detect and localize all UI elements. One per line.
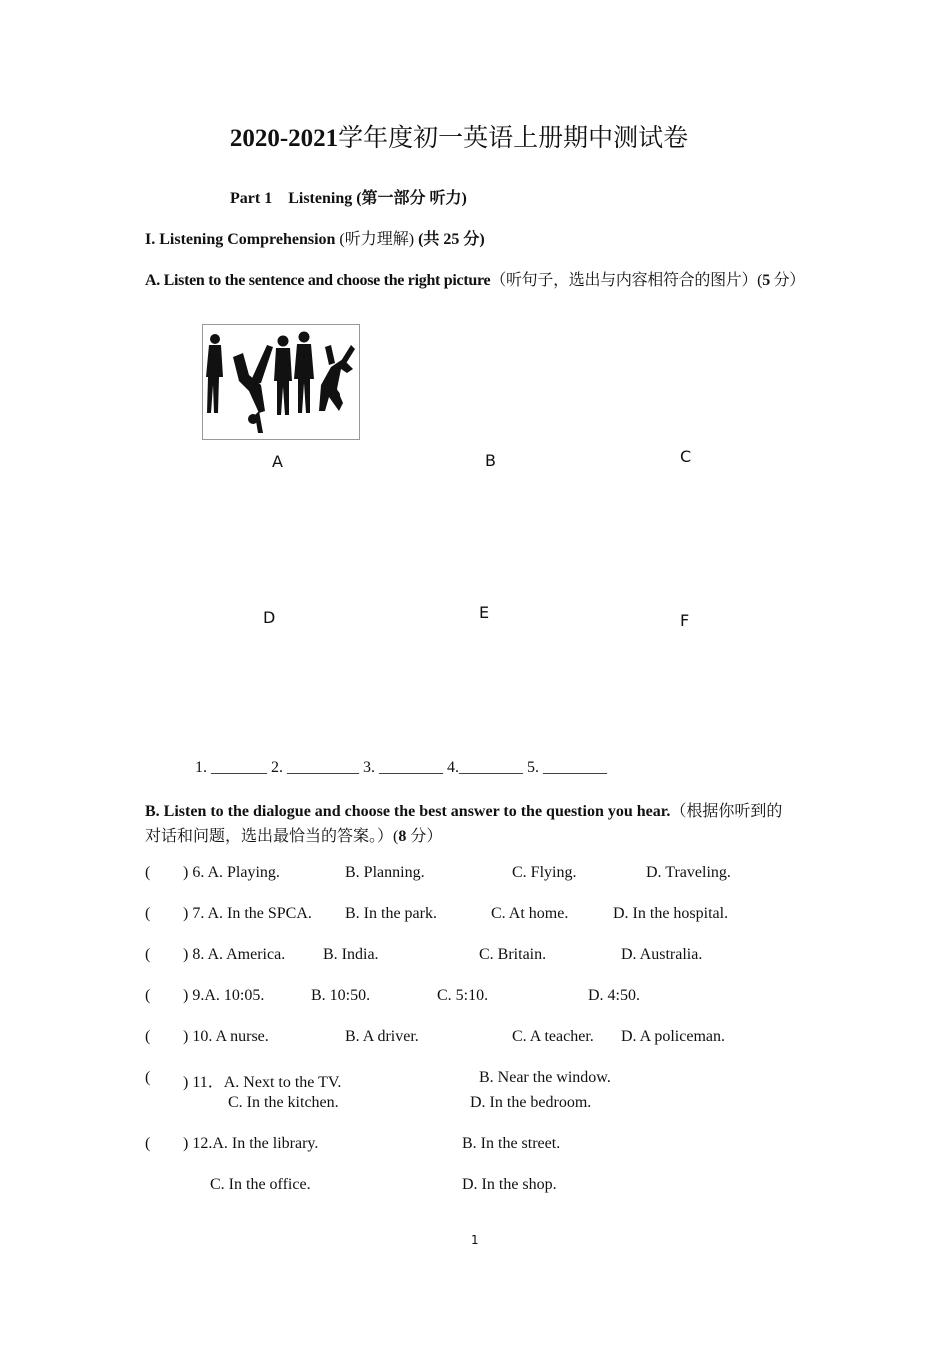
section-a-cn: （听句子，选出与内容相符合的图片）( bbox=[490, 272, 763, 289]
dancers-silhouette-icon bbox=[203, 325, 359, 439]
question-8-stem: ) 8. A. America. bbox=[183, 946, 286, 963]
section-a-en: A. Listen to the sentence and choose the right picture bbox=[145, 272, 491, 289]
question-paren: ( bbox=[145, 905, 151, 922]
question-6-stem: ) 6. A. Playing. bbox=[183, 864, 280, 881]
question-paren: ( bbox=[145, 1028, 151, 1045]
question-6-option-c: C. Flying. bbox=[512, 864, 577, 881]
question-7-stem: ) 7. A. In the SPCA. bbox=[183, 905, 312, 922]
question-12-option-d: D. In the shop. bbox=[462, 1176, 557, 1193]
section-a-instruction bbox=[145, 267, 805, 290]
question-9-stem: ) 9.A. 10:05. bbox=[183, 987, 265, 1004]
question-9-option-c: C. 5:10. bbox=[437, 987, 489, 1004]
section-b-cn1: （根据你听到的 bbox=[670, 803, 783, 820]
question-paren: ( bbox=[145, 946, 151, 963]
section-a-end: 分） bbox=[769, 272, 806, 289]
section-heading bbox=[145, 226, 485, 249]
question-11-option-d: D. In the bedroom. bbox=[470, 1094, 592, 1111]
section-b-en: B. Listen to the dialogue and choose the best answer to the question you hear. bbox=[145, 803, 671, 820]
question-11-stem: ) 11．A. Next to the TV. bbox=[183, 1074, 342, 1091]
page-number: 1 bbox=[471, 1233, 479, 1247]
question-8-option-c: C. Britain. bbox=[479, 946, 547, 963]
section-b-instruction-line2 bbox=[145, 823, 442, 846]
picture-label-d: D bbox=[263, 608, 276, 627]
picture-label-e: E bbox=[479, 603, 490, 622]
question-6-option-d: D. Traveling. bbox=[646, 864, 731, 881]
question-11-option-b: B. Near the window. bbox=[479, 1069, 611, 1086]
question-12-option-c: C. In the office. bbox=[210, 1176, 311, 1193]
section-score: (共 25 分) bbox=[418, 231, 485, 248]
question-8-option-d: D. Australia. bbox=[621, 946, 703, 963]
page-title bbox=[0, 118, 918, 154]
question-7-option-c: C. At home. bbox=[491, 905, 569, 922]
part-text: Listening (第一部分 听力) bbox=[288, 190, 467, 207]
question-9-option-d: D. 4:50. bbox=[588, 987, 640, 1004]
picture-label-c: C bbox=[680, 447, 692, 466]
question-10-option-c: C. A teacher. bbox=[512, 1028, 594, 1045]
answer-blanks: 1. _______ 2. _________ 3. ________ 4.________ 5. ________ bbox=[195, 759, 607, 776]
question-paren: ( bbox=[145, 987, 151, 1004]
question-10-option-d: D. A policeman. bbox=[621, 1028, 725, 1045]
section-a-score: 5 bbox=[762, 272, 770, 289]
section-b-end: 分） bbox=[406, 828, 443, 845]
question-8-option-b: B. India. bbox=[323, 946, 379, 963]
section-cn: (听力理解) bbox=[335, 231, 419, 248]
title-text: 学年度初一英语上册期中测试卷 bbox=[338, 125, 689, 152]
question-9-option-b: B. 10:50. bbox=[311, 987, 371, 1004]
question-paren: ( bbox=[145, 1135, 151, 1152]
question-10-stem: ) 10. A nurse. bbox=[183, 1028, 269, 1045]
picture-label-b: B bbox=[485, 451, 496, 470]
question-paren: ( bbox=[145, 1069, 151, 1086]
part-heading bbox=[230, 185, 467, 208]
picture-label-a: A bbox=[272, 452, 283, 471]
question-paren: ( bbox=[145, 864, 151, 881]
question-10-option-b: B. A driver. bbox=[345, 1028, 419, 1045]
question-11-option-c: C. In the kitchen. bbox=[228, 1094, 339, 1111]
section-b-score: 8 bbox=[398, 828, 407, 845]
part-label: Part 1 bbox=[230, 190, 273, 207]
section-b-cn2: 对话和问题，选出最恰当的答案。）( bbox=[145, 828, 399, 845]
question-6-option-b: B. Planning. bbox=[345, 864, 425, 881]
question-12-stem: ) 12.A. In the library. bbox=[183, 1135, 319, 1152]
section-roman: I. Listening Comprehension bbox=[145, 231, 336, 248]
picture-label-f: F bbox=[680, 611, 690, 630]
title-year: 2020-2021 bbox=[229, 125, 339, 152]
picture-a-image bbox=[202, 324, 360, 440]
question-12-option-b: B. In the street. bbox=[462, 1135, 561, 1152]
section-b-instruction-line1 bbox=[145, 798, 782, 821]
question-7-option-d: D. In the hospital. bbox=[613, 905, 729, 922]
question-7-option-b: B. In the park. bbox=[345, 905, 437, 922]
